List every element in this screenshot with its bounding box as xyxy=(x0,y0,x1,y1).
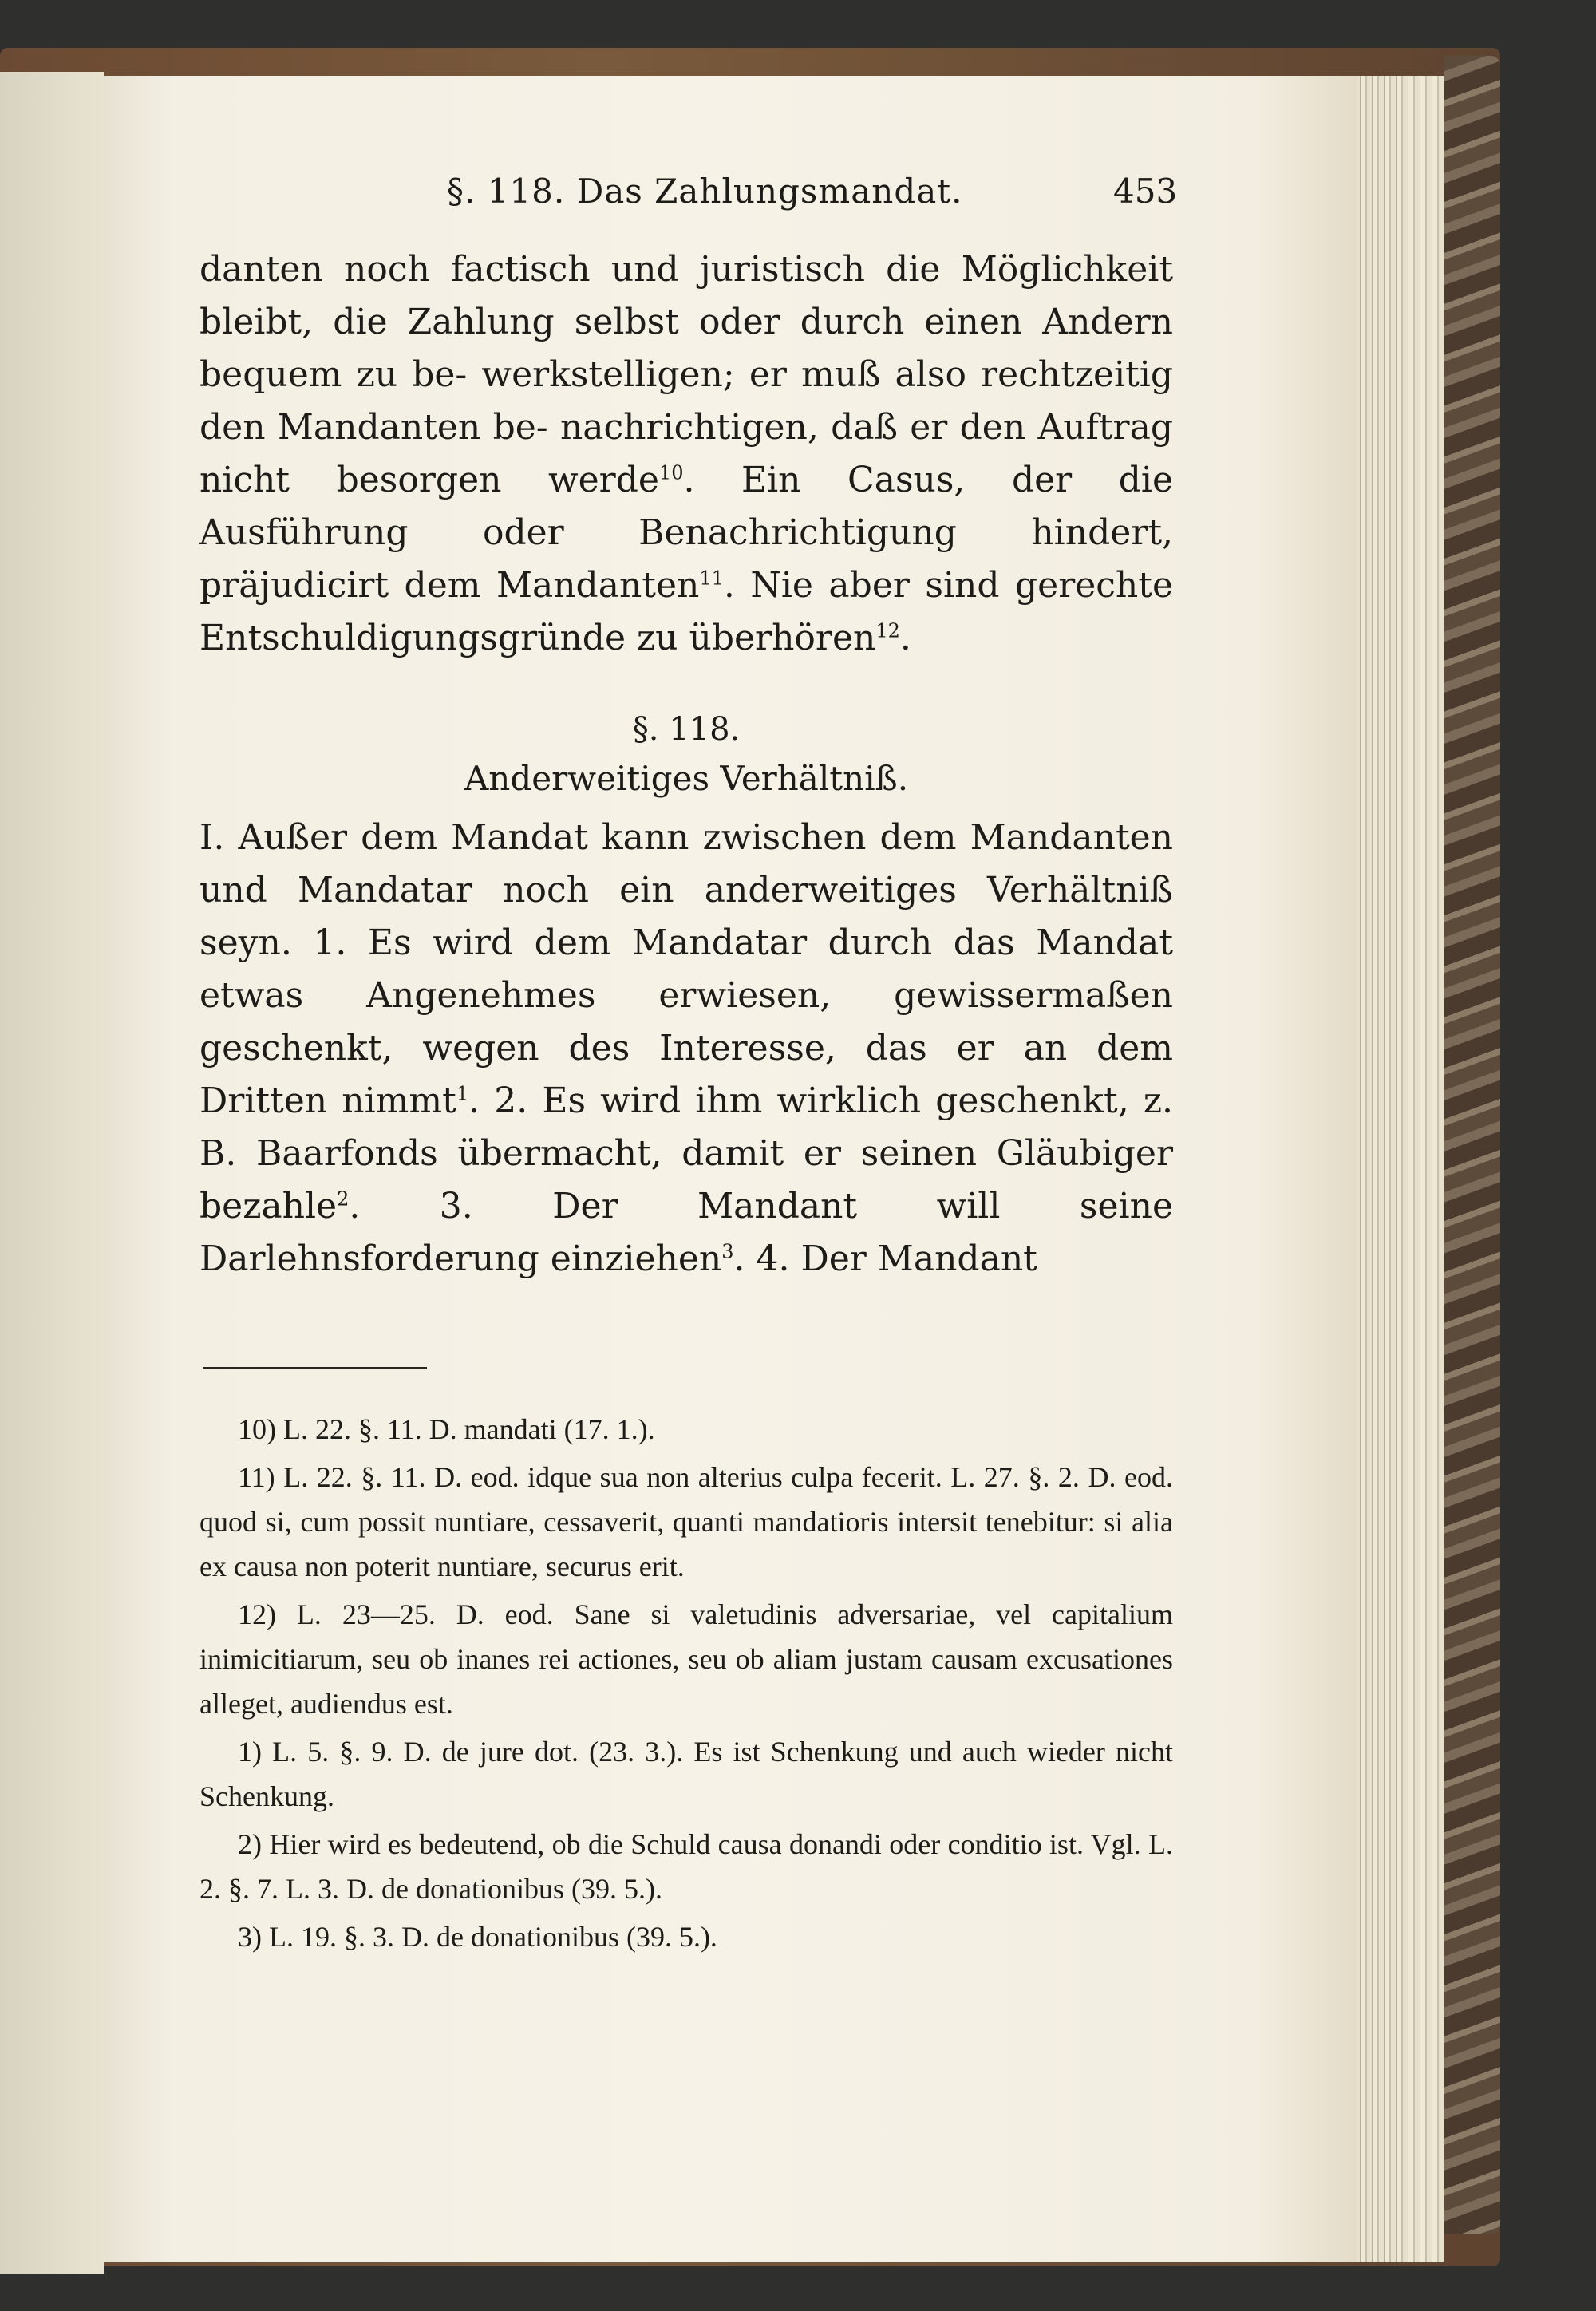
footnote-rule xyxy=(203,1367,427,1369)
text-line: nachrichtigen, daß er den Auftrag nicht besorgen werde xyxy=(200,407,1173,500)
text-line: Ein Casus, der die Ausführung oder Benachrichtigung xyxy=(200,460,1173,553)
running-title: §. 118. Das Zahlungsmandat. xyxy=(447,172,963,211)
running-header xyxy=(96,172,1357,219)
marbled-edge xyxy=(1444,56,1500,2234)
text-line: hindert, präjudicirt dem Mandanten xyxy=(200,512,1173,606)
text-line: werkstelligen; er muß also rechtzeitig den Mandanten be- xyxy=(200,354,1173,448)
page-number: 453 xyxy=(1113,172,1178,211)
footnote-11: 11) L. 22. §. 11. D. eod. idque sua non alterius culpa fecerit. L. 27. §. 2. D. eod. quod si, cum possit nuntiare, cessaverit, quanti mandatioris intersit tenebitur: si alia ex causa non poterit nuntiare, securus erit. xyxy=(200,1461,1173,1582)
page-stack-edges xyxy=(1349,76,1444,2262)
footnote-ref-11: 11 xyxy=(699,567,724,590)
section-number: §. 118. xyxy=(632,711,741,748)
footnote-10: 10) L. 22. §. 11. D. mandati (17. 1.). xyxy=(238,1413,655,1445)
text-run: . 4. Der Mandant xyxy=(733,1238,1037,1279)
text-run: . 3. Der Mandant will seine Darlehnsforderung einziehen xyxy=(200,1186,1173,1279)
text-line: die Zahlung selbst oder durch einen Andern bequem zu be- xyxy=(200,302,1173,395)
footnote-12: 12) L. 23—25. D. eod. Sane si valetudinis adversariae, vel capitalium inimicitiarum, seu ob inanes rei actiones, seu ob aliam justam causam excusationes alleget, audiendus est. xyxy=(200,1598,1173,1720)
book-page xyxy=(96,76,1357,2262)
footnote-2: 2) Hier wird es bedeutend, ob die Schuld causa donandi oder conditio ist. Vgl. L. 2. §. 7. L. 3. D. de donationibus (39. 5.). xyxy=(200,1828,1173,1905)
paragraph-2 xyxy=(200,812,1173,1286)
text-line: gerechte Entschuldigungsgründe zu überhören xyxy=(200,565,1173,658)
footnote-ref-3: 3 xyxy=(721,1240,734,1263)
text-line: . Nie aber sind xyxy=(723,565,1000,606)
footnote-ref-2: 2 xyxy=(337,1187,350,1211)
footnote-ref-1: 1 xyxy=(456,1082,469,1105)
left-page-edge xyxy=(0,72,104,2274)
text-line: danten noch factisch und juristisch die Möglichkeit bleibt, xyxy=(200,249,1173,342)
footnote-3: 3) L. 19. §. 3. D. de donationibus (39. 5.). xyxy=(238,1921,717,1953)
main-text xyxy=(200,243,1173,1286)
footnote-ref-12: 12 xyxy=(875,619,900,642)
footnote-ref-10: 10 xyxy=(658,461,684,484)
text-run: . 2. Es wird ihm wirklich geschenkt, z. B. Baarfonds übermacht, damit er seinen Gläubiger bezahle xyxy=(200,1080,1173,1227)
footnote-1: 1) L. 5. §. 9. D. de jure dot. (23. 3.). Es ist Schenkung und auch wieder nicht Schenkung. xyxy=(200,1736,1173,1812)
section-title: Anderweitiges Verhältniß. xyxy=(464,759,909,798)
paragraph-1: danten noch factisch und juristisch die Möglichkeit bleibt, die Zahlung selbst oder durch einen Andern bequem zu be- werkstelligen; er muß also rechtzeitig den Mandanten be- nachrichtigen, daß er den Auftrag nicht besorgen werde$^{10}$. Ein Casus, der die Ausführung oder Benachrichtigung hindert, präjudicirt dem Mandanten$^{11}$. Nie aber sind gerechte Entschuldigungsgründe zu überhören$^{12}$. xyxy=(200,249,1173,658)
footnotes xyxy=(200,1407,1173,1962)
text-run: I. Außer dem Mandat kann zwischen dem Mandanten und Mandatar noch ein anderweitiges Verhältniß seyn. 1. Es wird dem Mandatar durch das Mandat etwas Angenehmes erwiesen, gewissermaßen geschenkt, wegen des Interesse, das er an dem Dritten nimmt xyxy=(200,817,1173,1121)
